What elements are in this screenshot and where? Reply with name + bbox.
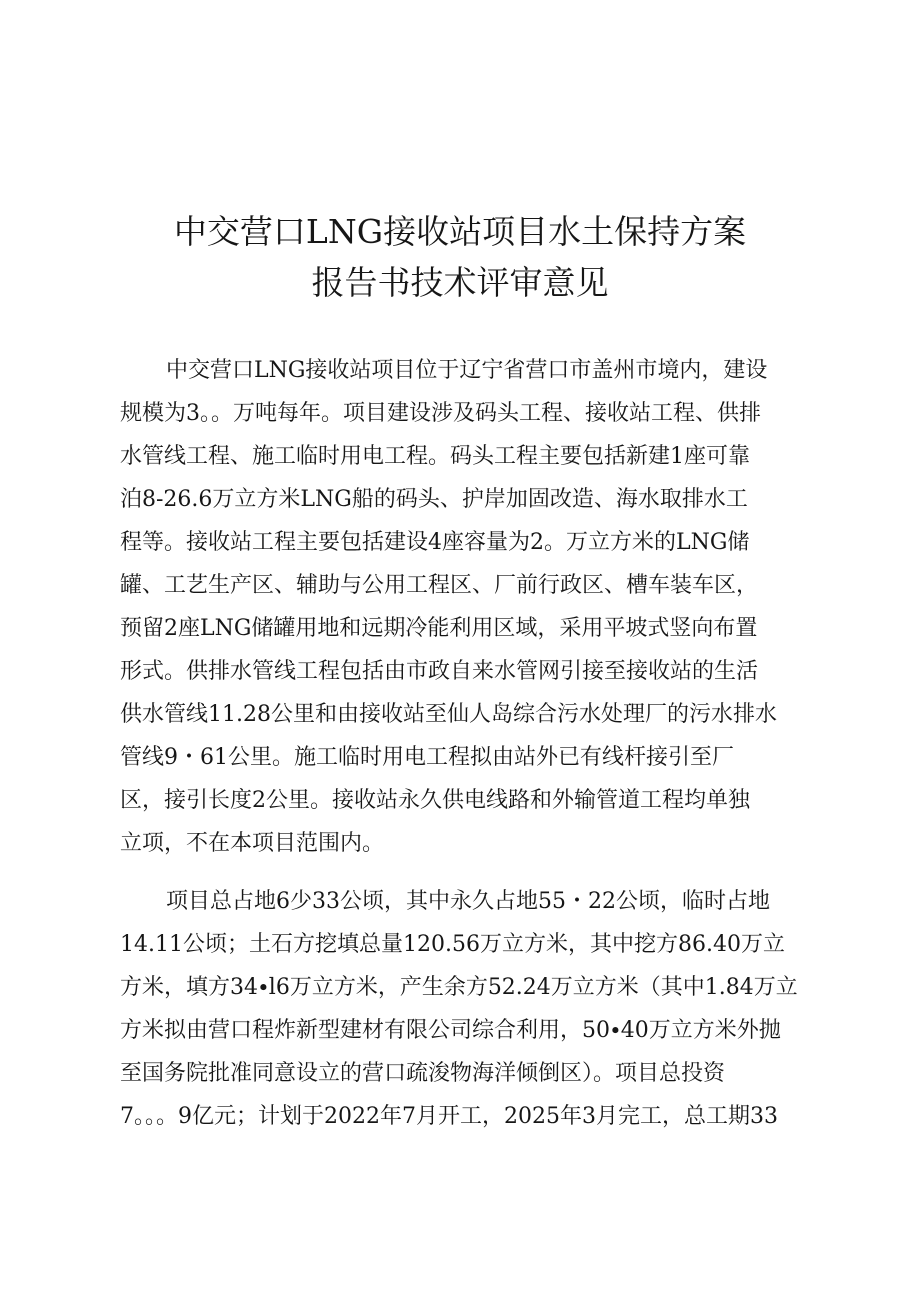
paragraph-1-line: 形式。供排水管线工程包括由市政自来水管网引接至接收站的生活 xyxy=(120,659,759,684)
paragraph-1-line: 预留2座LNG储罐用地和远期冷能利用区域，采用平坡式竖向布置 xyxy=(120,616,758,641)
paragraph-2-line: 方米，填方34∙l6万立方米，产生余方52.24万立方米（其中1.84万立 xyxy=(120,975,798,1000)
document-title-line-1: 中交营口LNG接收站项目水土保持方案 xyxy=(173,212,747,251)
paragraph-1-line: 泊8-26.6万立方米LNG船的码头、护岸加固改造、海水取排水工 xyxy=(120,487,748,512)
paragraph-2-line: 方米拟由营口程炸新型建材有限公司综合利用，50∙40万立方米外抛 xyxy=(120,1018,781,1043)
paragraph-1-line: 立项，不在本项目范围内。 xyxy=(120,831,385,856)
paragraph-2-line: 项目总占地6少33公顷，其中永久占地55・22公顷，临时占地 xyxy=(166,889,770,914)
paragraph-2-line: 14.11公顷；土石方挖填总量120.56万立方米，其中挖方86.40万立 xyxy=(120,932,785,957)
paragraph-1-line: 程等。接收站工程主要包括建设4座容量为2。万立方米的LNG储 xyxy=(120,530,750,555)
paragraph-1-line: 管线9・61公里。施工临时用电工程拟由站外已有线杆接引至厂 xyxy=(120,745,734,770)
paragraph-1-line: 区，接引长度2公里。接收站永久供电线路和外输管道工程均单独 xyxy=(120,788,750,813)
paragraph-1-line: 规模为3。。万吨每年。项目建设涉及码头工程、接收站工程、供排 xyxy=(120,401,761,426)
paragraph-2-line: 7。。。9亿元；计划于2022年7月开工，2025年3月完工，总工期33 xyxy=(120,1104,778,1129)
paragraph-1-line: 罐、工艺生产区、辅助与公用工程区、厂前行政区、槽车装车区， xyxy=(120,573,759,598)
document-title-line-2: 报告书技术评审意见 xyxy=(311,263,609,302)
paragraph-1-line: 中交营口LNG接收站项目位于辽宁省营口市盖州市境内，建设 xyxy=(166,358,768,383)
paragraph-2-line: 至国务院批准同意设立的营口疏浚物海洋倾倒区）。项目总投资 xyxy=(120,1061,726,1086)
paragraph-1-line: 水管线工程、施工临时用电工程。码头工程主要包括新建1座可靠 xyxy=(120,444,750,469)
paragraph-1-line: 供水管线11.28公里和由接收站至仙人岛综合污水处理厂的污水排水 xyxy=(120,702,777,727)
